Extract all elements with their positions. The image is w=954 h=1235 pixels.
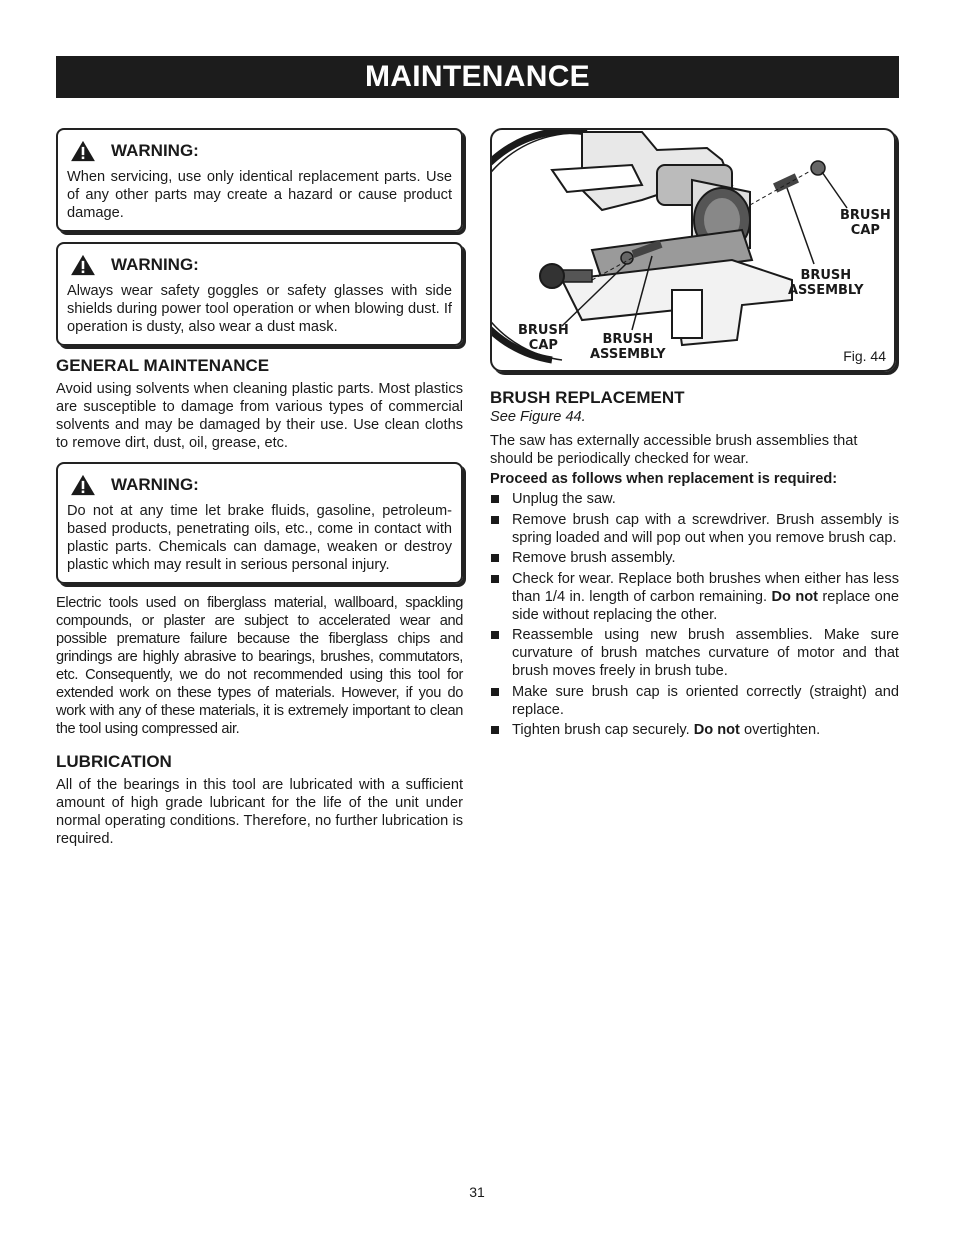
warning-box-safety-goggles — [56, 242, 463, 346]
bullet-square-icon — [491, 495, 499, 503]
warning-header — [67, 474, 452, 496]
bullet-square-icon — [491, 554, 499, 562]
left-column — [56, 128, 463, 858]
step-text-after: overtighten. — [739, 722, 821, 738]
step-text: Reassemble using new brush assemblies. Make sure curvature of brush matches curvature of motor and that brush moves freely in brush tube. — [512, 627, 899, 679]
warning-triangle-icon — [69, 474, 97, 496]
bullet-square-icon — [491, 726, 499, 734]
step-text-after: replace one side without replacing the other. — [512, 588, 899, 623]
label-brush-cap-right — [840, 208, 891, 238]
warning-header — [67, 254, 452, 276]
list-item — [490, 683, 899, 719]
label-line: BRUSH — [518, 323, 569, 338]
lubrication-text: All of the bearings in this tool are lubricated with a sufficient amount of high grade lubricant for the life of the unit under normal operating conditions. Therefore, no further lubrication is required. — [56, 777, 463, 847]
proceed-instruction: Proceed as follows when replacement is required: — [490, 471, 838, 487]
label-brush-cap-left — [518, 323, 569, 353]
list-item — [490, 511, 899, 547]
general-maintenance-heading: GENERAL MAINTENANCE — [56, 356, 270, 375]
list-item — [490, 490, 899, 508]
list-item — [490, 549, 899, 567]
lubrication-heading: LUBRICATION — [56, 752, 172, 771]
label-line: BRUSH — [800, 268, 852, 283]
label-line: ASSEMBLY — [590, 347, 666, 362]
warning-heading: WARNING: — [111, 141, 199, 160]
page-number: 31 — [469, 1184, 485, 1200]
fiberglass-paragraph: Electric tools used on fiberglass material, wallboard, spackling compounds, or plaster are subject to accelerated wear and possible premature failure because the fiberglass chips and grindings are highly abrasive to bearings, brushes, commutators, etc. Consequently, we do not recommended using this tool for extended work on these types of materials. However, if you do work with any of these materials, it is extremely important to clean the tool using compressed air. — [56, 595, 463, 737]
warning-text: When servicing, use only identical replacement parts. Use of any other parts may create a hazard or cause product damage. — [67, 169, 452, 221]
label-line: CAP — [850, 223, 880, 238]
warning-triangle-icon — [69, 140, 97, 162]
see-figure-reference: See Figure 44. — [490, 409, 586, 425]
warning-header — [67, 140, 452, 162]
list-item — [490, 570, 899, 624]
label-line: BRUSH — [840, 208, 891, 223]
step-bold-text: Do not — [693, 722, 740, 738]
label-line: CAP — [528, 338, 558, 353]
label-brush-assembly-right — [788, 268, 864, 298]
warning-text: Do not at any time let brake fluids, gasoline, petroleum-based products, penetrating oils, etc., come in contact with plastic parts. Chemicals can damage, weaken or destroy plastic which may result in serious personal injury. — [67, 503, 452, 573]
list-item — [490, 721, 899, 739]
brush-replacement-heading: BRUSH REPLACEMENT — [490, 388, 685, 407]
figure-number: Fig. 44 — [843, 348, 886, 364]
warning-text: Always wear safety goggles or safety glasses with side shields during power tool operation or when blowing dust. If operation is dusty, also wear a dust mask. — [67, 283, 452, 335]
step-text: Check for wear. Replace both brushes when either has less than 1/4 in. length of carbon remaining. — [512, 570, 899, 605]
brush-steps-list — [490, 490, 899, 739]
right-column — [490, 128, 899, 742]
general-maintenance-text: Avoid using solvents when cleaning plastic parts. Most plastics are susceptible to damage from various types of commercial solvents and may be damaged by their use. Use clean cloths to remove dirt, dust, oil, grease, etc. — [56, 381, 463, 451]
warning-heading: WARNING: — [111, 255, 199, 274]
bullet-square-icon — [491, 575, 499, 583]
step-text: Tighten brush cap securely. — [512, 722, 694, 738]
step-bold-text: Do not — [771, 588, 819, 605]
bullet-square-icon — [491, 516, 499, 524]
page-title: MAINTENANCE — [56, 56, 899, 98]
warning-heading: WARNING: — [111, 475, 199, 494]
step-text: Unplug the saw. — [512, 491, 616, 507]
label-line: BRUSH — [602, 332, 654, 347]
brush-intro-text: The saw has externally accessible brush assemblies that should be periodically checked for wear. — [490, 433, 858, 467]
figure-44-box — [490, 128, 896, 372]
warning-box-replacement-parts — [56, 128, 463, 232]
step-text: Remove brush cap with a screwdriver. Brush assembly is spring loaded and will pop out when you remove brush cap. — [512, 511, 899, 546]
step-text: Make sure brush cap is oriented correctly (straight) and replace. — [512, 683, 899, 718]
warning-triangle-icon — [69, 254, 97, 276]
bullet-square-icon — [491, 688, 499, 696]
label-line: ASSEMBLY — [788, 283, 864, 298]
warning-box-chemicals — [56, 462, 463, 584]
list-item — [490, 626, 899, 680]
step-text: Remove brush assembly. — [512, 550, 676, 566]
label-brush-assembly-left — [590, 332, 666, 362]
bullet-square-icon — [491, 631, 499, 639]
